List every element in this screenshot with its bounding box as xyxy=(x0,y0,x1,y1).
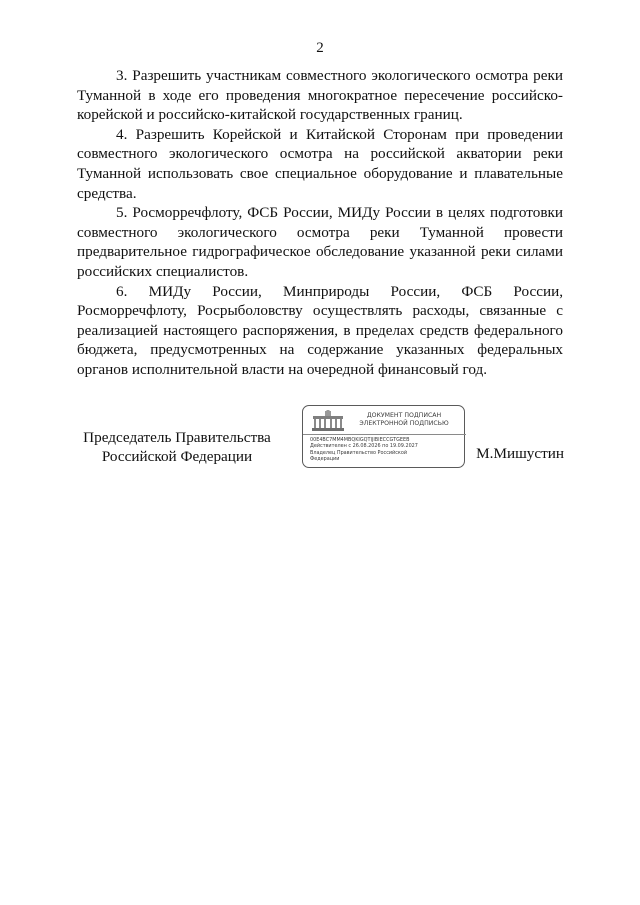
document-body xyxy=(77,66,563,380)
stamp-validity: Действителен с 26.08.2026 по 19.09.2027 xyxy=(310,443,418,450)
signatory-title-line2: Российской Федерации xyxy=(101,448,253,465)
stamp-divider xyxy=(303,434,466,435)
paragraph-4: 4. Разрешить Корейской и Китайской Сторонам при проведении совместного экологического осмотра на российской акватории реки Туманной использовать свое специальное оборудование и плавательные средства. xyxy=(77,125,563,202)
page-number: 2 xyxy=(316,40,324,56)
government-building-icon xyxy=(311,410,345,432)
signatory-name: М.Мишустин xyxy=(476,445,564,462)
stamp-details xyxy=(310,437,460,462)
signatory-title xyxy=(77,428,277,466)
paragraph-6: 6. МИДу России, Минприроды России, ФСБ России, Росморречфлоту, Росрыболовству осуществлять расходы, связанные с реализацией настоящего распоряжения, в пределах средств федерального бюджета, предусмотренных на содержание указанных федеральных органов исполнительной власти на очередной финансовый год. xyxy=(77,282,563,378)
paragraph-5: 5. Росморречфлоту, ФСБ России, МИДу России в целях подготовки совместного экологического осмотра реки Туманной провести предварительное гидрографическое обследование указанной реки силами российских специалистов. xyxy=(77,204,563,280)
stamp-heading-line2: ЭЛЕКТРОННОЙ ПОДПИСЬЮ xyxy=(359,419,449,427)
paragraph-3: 3. Разрешить участникам совместного экологического осмотра реки Туманной в ходе его проведения многократное пересечение российско-корейской и российско-китайской государственных границ. xyxy=(77,67,563,124)
stamp-heading xyxy=(349,412,459,427)
signature-block xyxy=(77,400,564,480)
stamp-owner-line1: Владелец Правительство Российской xyxy=(310,449,408,456)
stamp-heading-line1: ДОКУМЕНТ ПОДПИСАН xyxy=(366,412,442,419)
stamp-certificate: 00E4BC7MM4MBQKIGQTIJIBIECCGTGEEB xyxy=(310,437,410,443)
signatory-title-line1: Председатель Правительства xyxy=(83,429,271,446)
electronic-signature-stamp xyxy=(302,405,465,468)
stamp-owner-line2: Федерации xyxy=(310,455,340,462)
